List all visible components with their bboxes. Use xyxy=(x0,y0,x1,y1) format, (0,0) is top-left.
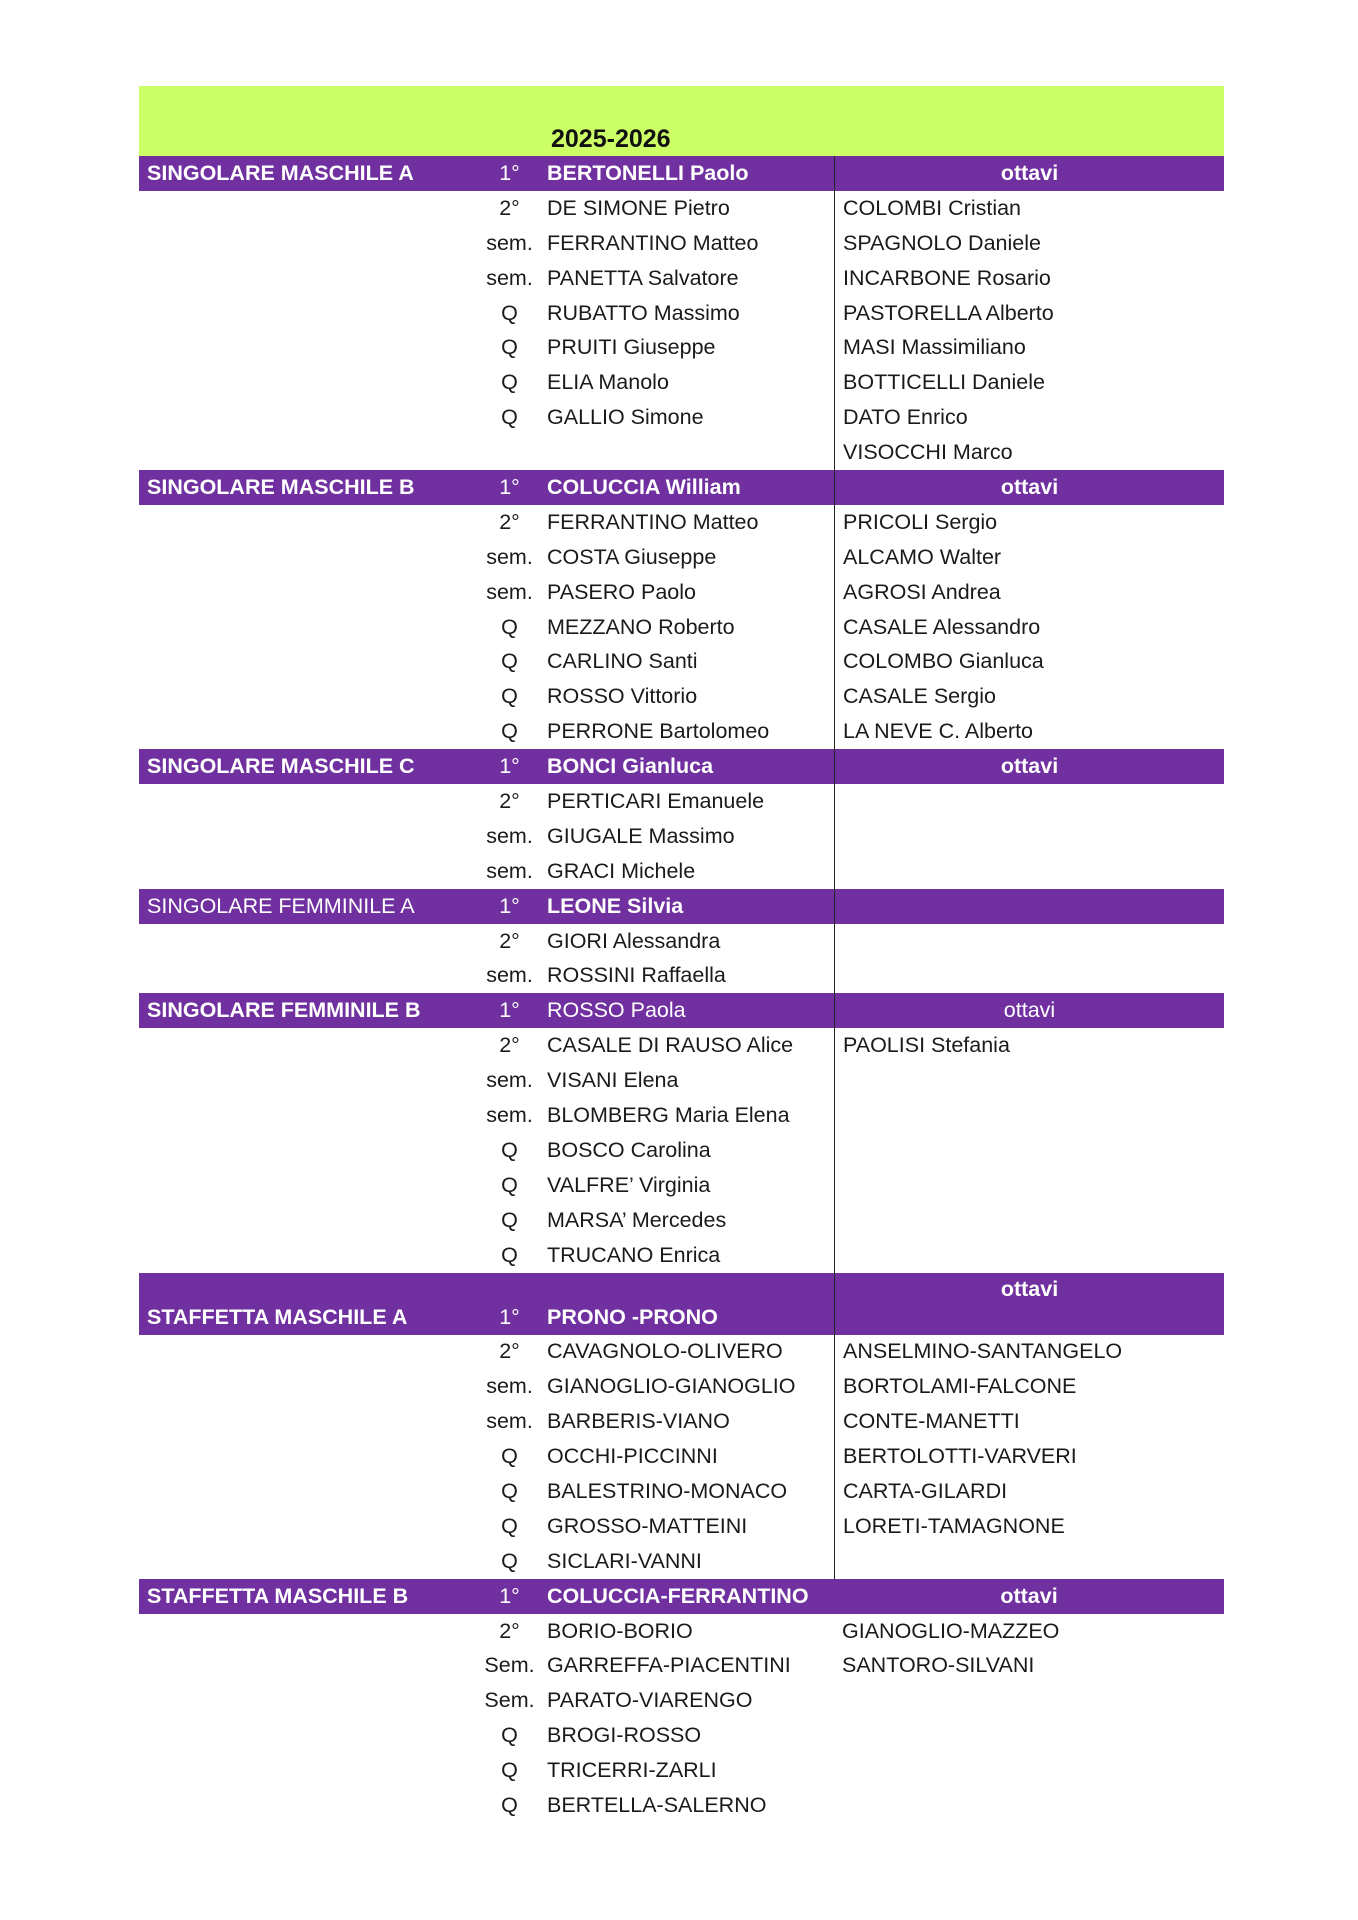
section-header xyxy=(139,993,1224,1028)
placement: sem. xyxy=(486,544,533,569)
placement: Q xyxy=(501,1207,518,1232)
placement: Q xyxy=(501,1242,518,1267)
section-header xyxy=(139,470,1224,505)
round-of-16-name xyxy=(834,1063,1224,1098)
placement: sem. xyxy=(486,1374,533,1399)
participant-name: FERRANTINO Matteo xyxy=(547,509,759,534)
winner-rank: 1° xyxy=(499,1583,520,1608)
participant-name: GIANOGLIO-GIANOGLIO xyxy=(547,1374,796,1399)
participant-name: ROSSO Vittorio xyxy=(547,684,698,709)
round-of-16-name: BERTOLOTTI-VARVERI xyxy=(834,1439,1224,1474)
result-row xyxy=(139,679,1224,714)
round-of-16-name: BOTTICELLI Daniele xyxy=(834,365,1224,400)
round-of-16-name: PAOLISI Stefania xyxy=(834,1028,1224,1063)
season-title: 2025-2026 xyxy=(551,125,671,153)
participant-name: TRICERRI-ZARLI xyxy=(547,1758,717,1783)
section-title: STAFFETTA MASCHILE A xyxy=(147,1304,408,1329)
placement: Q xyxy=(501,1513,518,1538)
placement: Q xyxy=(501,1793,518,1818)
result-row xyxy=(139,1203,1224,1238)
placement: Q xyxy=(501,300,518,325)
placement: 2° xyxy=(499,788,520,813)
participant-name: PASERO Paolo xyxy=(547,579,696,604)
participant-name: CAVAGNOLO-OLIVERO xyxy=(547,1339,783,1364)
round-of-16-name: CASALE Alessandro xyxy=(834,610,1224,645)
placement: 2° xyxy=(499,1033,520,1058)
placement: Q xyxy=(501,719,518,744)
placement: sem. xyxy=(486,265,533,290)
placement: Q xyxy=(501,1479,518,1503)
round-of-16-name: ALCAMO Walter xyxy=(834,540,1224,575)
result-row xyxy=(139,1509,1224,1544)
result-row xyxy=(139,1028,1224,1063)
round-of-16-name: SANTORO-SILVANI xyxy=(842,1653,1035,1678)
winner-name: COLUCCIA-FERRANTINO xyxy=(547,1583,809,1608)
winner-rank: 1° xyxy=(499,160,520,185)
placement: Q xyxy=(501,370,518,395)
placement: sem. xyxy=(486,858,533,883)
side-column-heading: ottavi xyxy=(834,470,1224,505)
result-row xyxy=(139,854,1224,889)
section-header xyxy=(139,1579,1224,1614)
result-row xyxy=(139,1404,1224,1439)
result-row xyxy=(139,1098,1224,1133)
result-row xyxy=(139,1649,1224,1684)
participant-name: GROSSO-MATTEINI xyxy=(547,1513,748,1538)
side-column-heading: ottavi xyxy=(834,993,1224,1028)
round-of-16-name: GIANOGLIO-MAZZEO xyxy=(842,1618,1060,1643)
round-of-16-name xyxy=(834,819,1224,854)
result-row xyxy=(139,540,1224,575)
result-row xyxy=(139,819,1224,854)
side-column-heading: ottavi xyxy=(834,1273,1224,1335)
winner-name: ROSSO Paola xyxy=(547,998,686,1023)
section-title: STAFFETTA MASCHILE B xyxy=(147,1583,409,1608)
result-row xyxy=(139,226,1224,261)
section-title: SINGOLARE FEMMINILE B xyxy=(147,998,421,1023)
participant-name: BOSCO Carolina xyxy=(547,1137,711,1162)
result-row xyxy=(139,714,1224,749)
participant-name: BORIO-BORIO xyxy=(547,1618,693,1643)
result-row xyxy=(139,505,1224,540)
result-row xyxy=(139,1369,1224,1404)
results-sheet xyxy=(139,86,1224,1823)
participant-name: TRUCANO Enrica xyxy=(547,1242,721,1267)
result-row xyxy=(139,261,1224,296)
round-of-16-name xyxy=(834,854,1224,889)
placement: Q xyxy=(501,614,518,639)
participant-name: ROSSINI Raffaella xyxy=(547,963,726,988)
placement: sem. xyxy=(486,823,533,848)
round-of-16-name: CONTE-MANETTI xyxy=(834,1404,1224,1439)
participant-name: BERTELLA-SALERNO xyxy=(547,1793,767,1818)
result-row xyxy=(139,1788,1224,1823)
participant-name: CARLINO Santi xyxy=(547,649,698,674)
placement: sem. xyxy=(486,1409,533,1434)
season-header xyxy=(139,86,1224,156)
participant-name: COSTA Giuseppe xyxy=(547,544,717,569)
winner-name: BERTONELLI Paolo xyxy=(547,160,749,185)
round-of-16-name: LORETI-TAMAGNONE xyxy=(834,1509,1224,1544)
participant-name: GIORI Alessandra xyxy=(547,928,721,953)
side-column-heading: ottavi xyxy=(834,749,1224,784)
result-row xyxy=(139,1683,1224,1718)
round-of-16-name xyxy=(834,1133,1224,1168)
participant-name: PERTICARI Emanuele xyxy=(547,788,765,813)
placement: Q xyxy=(501,1137,518,1162)
placement: sem. xyxy=(486,230,533,255)
participant-name: MARSA’ Mercedes xyxy=(547,1207,727,1232)
placement: Q xyxy=(501,405,518,430)
winner-rank: 1° xyxy=(499,474,520,499)
result-row xyxy=(139,1133,1224,1168)
participant-name: BARBERIS-VIANO xyxy=(547,1409,730,1434)
result-row xyxy=(139,330,1224,365)
round-of-16-name: INCARBONE Rosario xyxy=(834,261,1224,296)
participant-name: GIUGALE Massimo xyxy=(547,823,735,848)
round-of-16-name: LA NEVE C. Alberto xyxy=(834,714,1224,749)
round-of-16-name: MASI Massimiliano xyxy=(834,330,1224,365)
participant-name: OCCHI-PICCINNI xyxy=(547,1444,718,1469)
round-of-16-name xyxy=(834,1098,1224,1133)
result-row xyxy=(139,400,1224,435)
round-of-16-name xyxy=(834,924,1224,959)
placement: Q xyxy=(501,1172,518,1197)
result-row xyxy=(139,1335,1224,1370)
participant-name: BLOMBERG Maria Elena xyxy=(547,1102,790,1127)
side-column-heading xyxy=(834,889,1224,924)
placement: Q xyxy=(501,1758,518,1783)
side-column-heading: ottavi xyxy=(834,156,1224,191)
winner-rank: 1° xyxy=(499,893,520,918)
side-column-heading: ottavi xyxy=(1000,1583,1058,1608)
round-of-16-name: DATO Enrico xyxy=(834,400,1224,435)
result-row xyxy=(139,1753,1224,1788)
participant-name: FERRANTINO Matteo xyxy=(547,230,759,255)
result-row xyxy=(139,784,1224,819)
participant-name: GARREFFA-PIACENTINI xyxy=(547,1653,791,1678)
round-of-16-name: CASALE Sergio xyxy=(834,679,1224,714)
participant-name: PARATO-VIARENGO xyxy=(547,1688,753,1713)
result-row xyxy=(139,1718,1224,1753)
result-row xyxy=(139,924,1224,959)
round-of-16-name: VISOCCHI Marco xyxy=(834,435,1224,470)
participant-name: GRACI Michele xyxy=(547,858,696,883)
round-of-16-name xyxy=(834,1203,1224,1238)
result-row xyxy=(139,1238,1224,1273)
result-row xyxy=(139,1474,1224,1509)
result-row xyxy=(139,296,1224,331)
participant-name: BALESTRINO-MONACO xyxy=(547,1479,788,1503)
section-title: SINGOLARE MASCHILE A xyxy=(147,160,414,185)
placement: Q xyxy=(501,1548,518,1573)
result-row xyxy=(139,610,1224,645)
round-of-16-name: SPAGNOLO Daniele xyxy=(834,226,1224,261)
winner-name: BONCI Gianluca xyxy=(547,754,714,779)
round-of-16-name xyxy=(834,1238,1224,1273)
participant-name: CASALE DI RAUSO Alice xyxy=(547,1033,794,1058)
participant-name: DE SIMONE Pietro xyxy=(547,195,730,220)
round-of-16-name: COLOMBI Cristian xyxy=(834,191,1224,226)
result-row xyxy=(139,1439,1224,1474)
section-header xyxy=(139,889,1224,924)
result-row xyxy=(139,1063,1224,1098)
placement: sem. xyxy=(486,963,533,988)
result-row xyxy=(139,1544,1224,1579)
winner-name: LEONE Silvia xyxy=(547,893,684,918)
placement: 2° xyxy=(499,509,520,534)
result-row xyxy=(139,365,1224,400)
participant-name: MEZZANO Roberto xyxy=(547,614,735,639)
placement: Q xyxy=(501,649,518,674)
placement: sem. xyxy=(486,1102,533,1127)
participant-name: VISANI Elena xyxy=(547,1068,679,1093)
participant-name: ELIA Manolo xyxy=(547,370,669,395)
winner-name: COLUCCIA William xyxy=(547,474,741,499)
round-of-16-name: ANSELMINO-SANTANGELO xyxy=(834,1335,1224,1370)
placement: 2° xyxy=(499,1618,520,1643)
placement: sem. xyxy=(486,1068,533,1093)
section-header xyxy=(139,156,1224,191)
placement: Q xyxy=(501,684,518,709)
participant-name: PANETTA Salvatore xyxy=(547,265,739,290)
placement: Sem. xyxy=(484,1688,535,1713)
placement: Sem. xyxy=(484,1653,535,1678)
round-of-16-name xyxy=(834,1168,1224,1203)
result-row xyxy=(139,1168,1224,1203)
round-of-16-name: PRICOLI Sergio xyxy=(834,505,1224,540)
round-of-16-name xyxy=(834,784,1224,819)
section-title: SINGOLARE MASCHILE B xyxy=(147,474,415,499)
round-of-16-name xyxy=(834,1544,1224,1579)
round-of-16-name: COLOMBO Gianluca xyxy=(834,644,1224,679)
result-row xyxy=(139,644,1224,679)
placement: Q xyxy=(501,335,518,360)
placement: 2° xyxy=(499,1339,520,1364)
placement: Q xyxy=(501,1723,518,1748)
section-title: SINGOLARE FEMMINILE A xyxy=(147,893,415,918)
round-of-16-name: BORTOLAMI-FALCONE xyxy=(834,1369,1224,1404)
result-row xyxy=(139,1614,1224,1649)
placement: Q xyxy=(501,1444,518,1469)
result-row xyxy=(139,191,1224,226)
winner-rank: 1° xyxy=(499,754,520,779)
round-of-16-name xyxy=(834,958,1224,993)
participant-name: PRUITI Giuseppe xyxy=(547,335,716,360)
section-header xyxy=(139,749,1224,784)
participant-name: VALFRE’ Virginia xyxy=(547,1172,711,1197)
section-title: SINGOLARE MASCHILE C xyxy=(147,754,415,779)
round-of-16-name: CARTA-GILARDI xyxy=(834,1474,1224,1509)
round-of-16-name: AGROSI Andrea xyxy=(834,575,1224,610)
winner-name: PRONO -PRONO xyxy=(547,1304,718,1329)
placement: 2° xyxy=(499,195,520,220)
result-row xyxy=(139,958,1224,993)
winner-rank: 1° xyxy=(499,998,520,1023)
placement: 2° xyxy=(499,928,520,953)
result-row xyxy=(139,435,1224,470)
placement: sem. xyxy=(486,579,533,604)
participant-name: RUBATTO Massimo xyxy=(547,300,740,325)
participant-name: SICLARI-VANNI xyxy=(547,1548,702,1573)
sections-container xyxy=(139,156,1224,1823)
participant-name: PERRONE Bartolomeo xyxy=(547,719,770,744)
result-row xyxy=(139,575,1224,610)
round-of-16-name: PASTORELLA Alberto xyxy=(834,296,1224,331)
winner-rank: 1° xyxy=(499,1304,520,1329)
participant-name: BROGI-ROSSO xyxy=(547,1723,702,1748)
participant-name: GALLIO Simone xyxy=(547,405,704,430)
section-header xyxy=(139,1273,1224,1335)
